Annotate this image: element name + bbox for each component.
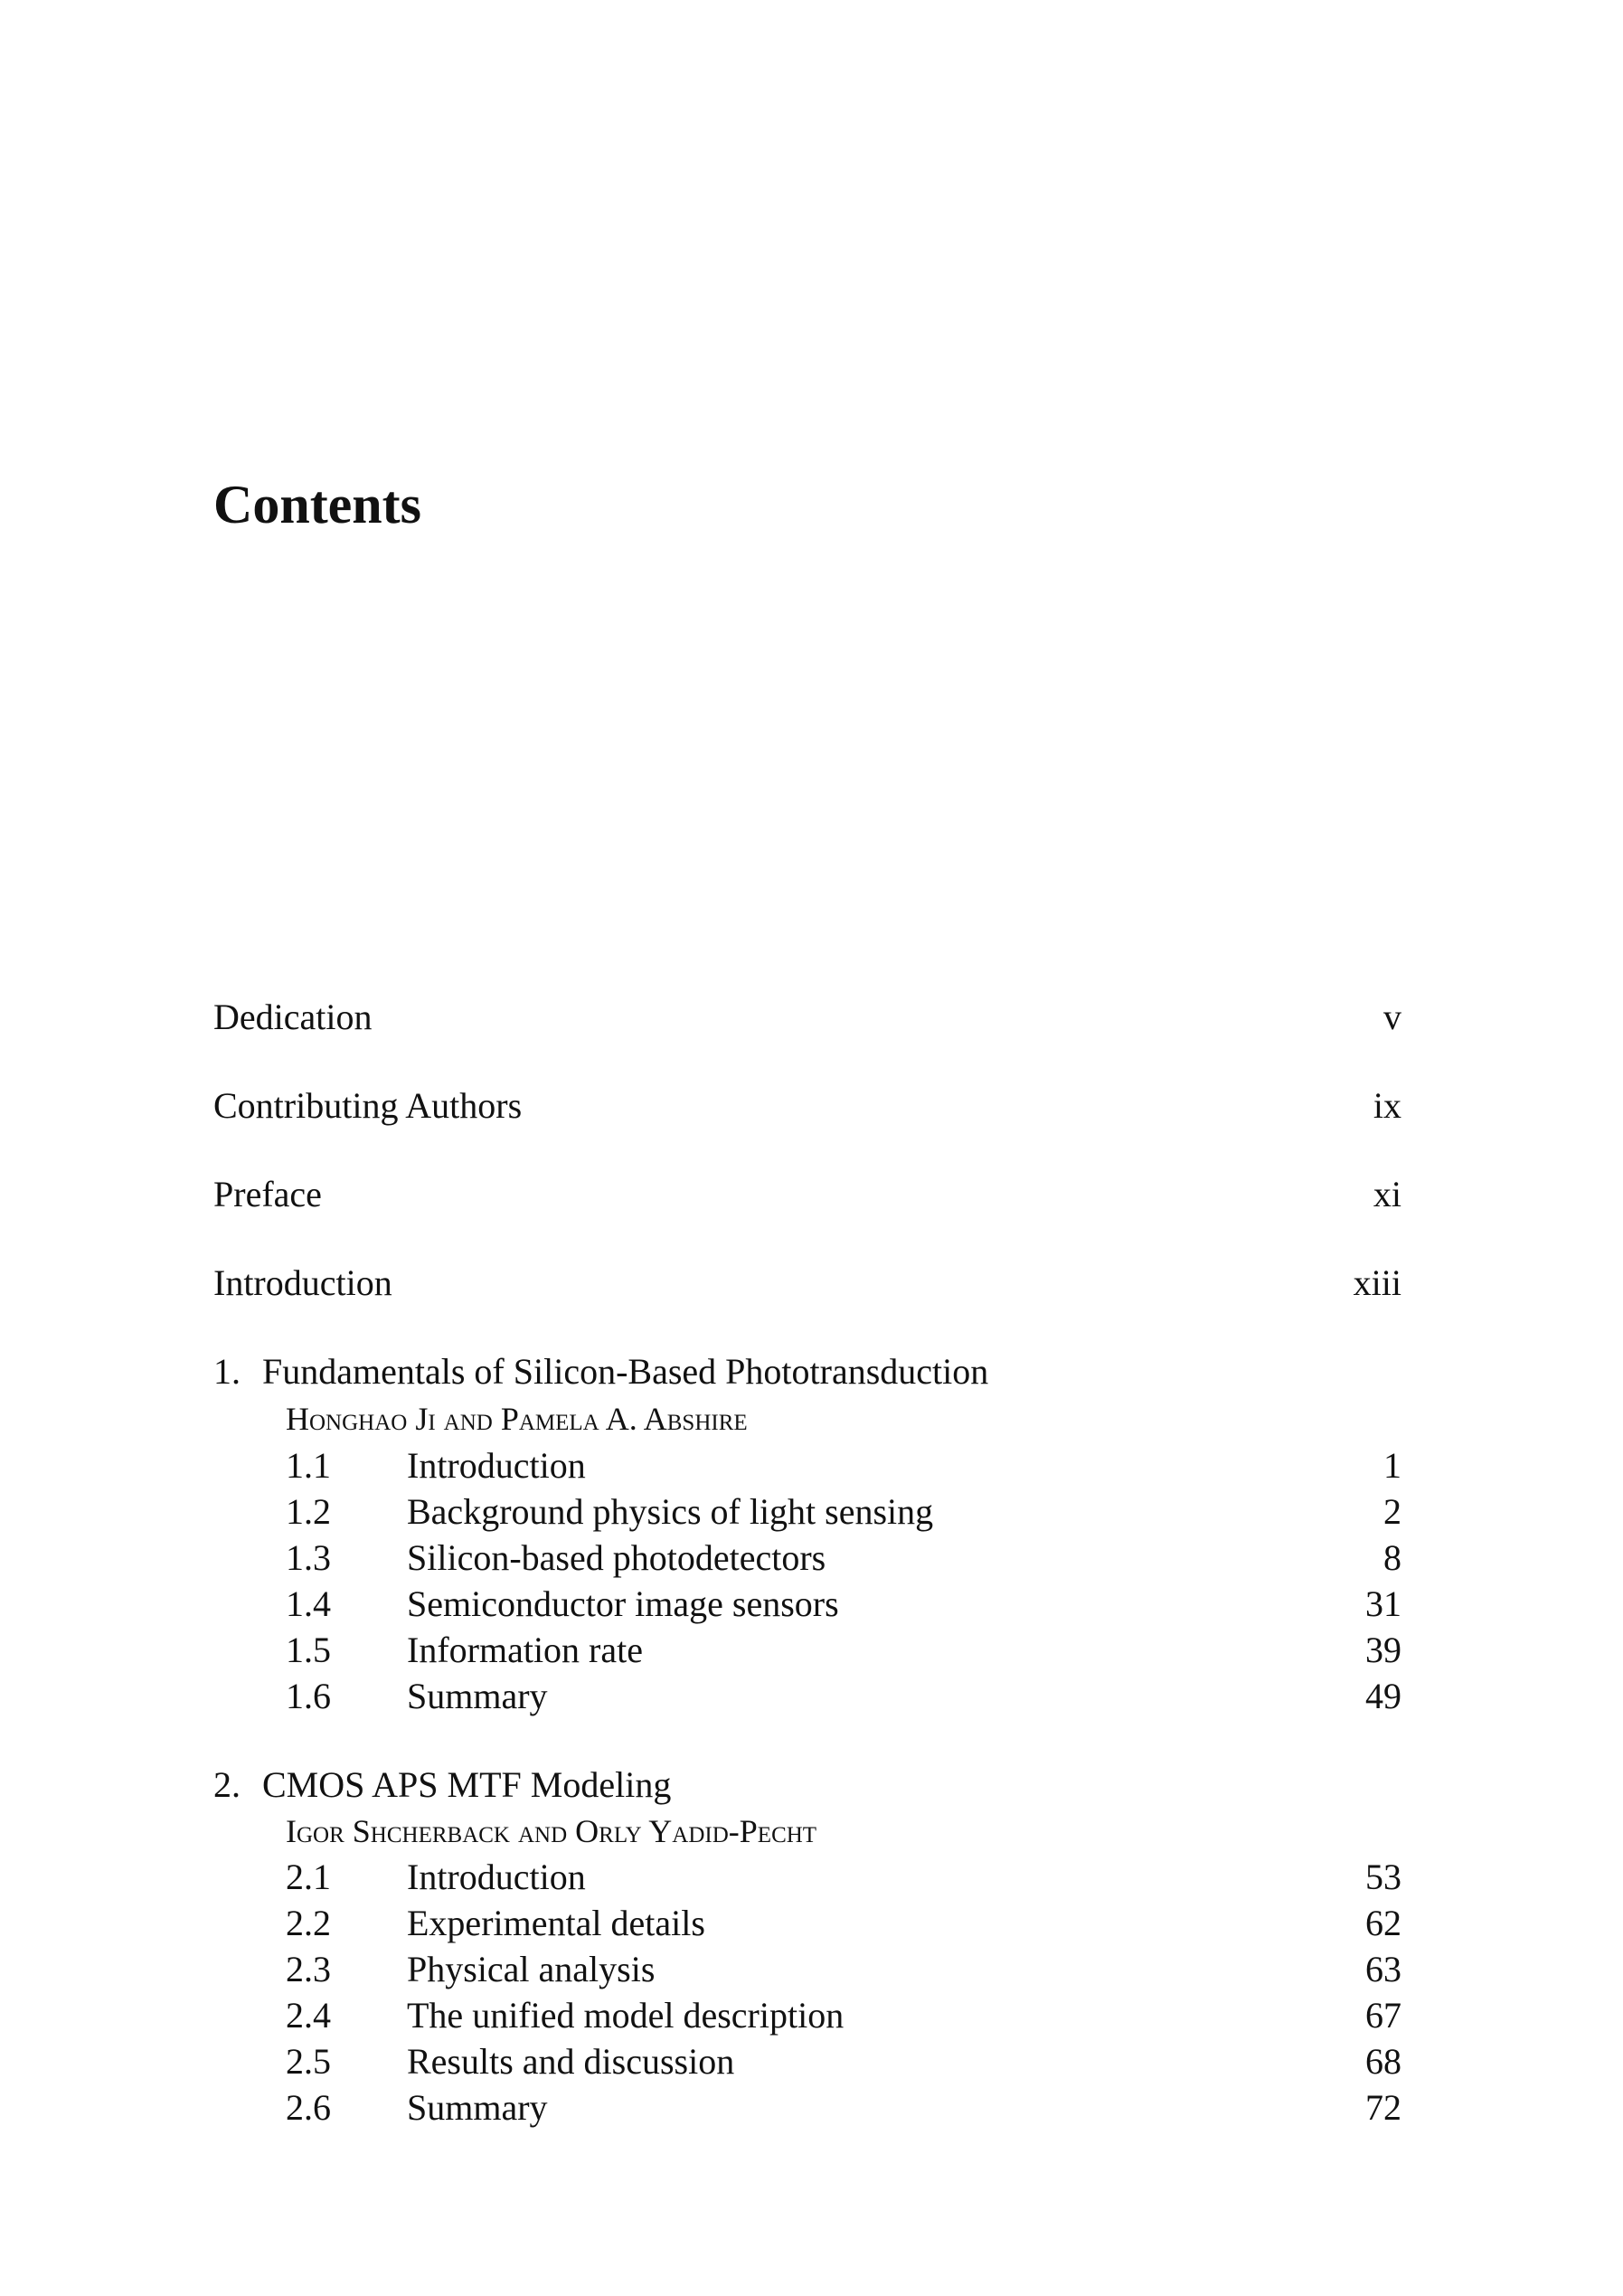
toc-entry-label: Preface	[213, 1174, 322, 1214]
toc-section	[213, 1535, 1401, 1581]
toc-section	[213, 1674, 1401, 1719]
toc-entry-introduction	[213, 1261, 1401, 1306]
section-title: Background physics of light sensing	[407, 1491, 934, 1532]
toc-section	[213, 1947, 1401, 1992]
section-number: 1.5	[286, 1630, 331, 1670]
section-title: Introduction	[407, 1857, 586, 1897]
toc-section	[213, 1443, 1401, 1488]
section-page: 2	[1383, 1491, 1401, 1532]
toc-entry-dedication	[213, 995, 1401, 1040]
toc-entry-page: xiii	[1353, 1262, 1401, 1303]
toc-section	[213, 1582, 1401, 1627]
section-number: 2.4	[286, 1995, 331, 2036]
section-title: Results and discussion	[407, 2041, 735, 2082]
chapter-number: 1.	[213, 1351, 241, 1392]
section-number: 2.1	[286, 1857, 331, 1897]
toc-section	[213, 1628, 1401, 1673]
section-page: 39	[1365, 1630, 1401, 1670]
section-page: 53	[1365, 1857, 1401, 1897]
chapter-authors: Igor Shcherback and Orly Yadid-Pecht	[286, 1813, 817, 1849]
section-title: The unified model description	[407, 1995, 845, 2036]
section-page: 67	[1365, 1995, 1401, 2036]
chapter-authors: Honghao Ji and Pamela A. Abshire	[286, 1401, 748, 1437]
toc-entry-label: Dedication	[213, 997, 373, 1037]
toc-section	[213, 1901, 1401, 1946]
toc-section	[213, 1993, 1401, 2038]
chapter-2-heading	[213, 1762, 1401, 1808]
toc-entry-preface	[213, 1172, 1401, 1217]
section-page: 62	[1365, 1903, 1401, 1943]
toc-entry-contributing-authors	[213, 1083, 1401, 1129]
section-number: 2.6	[286, 2087, 331, 2128]
section-number: 1.2	[286, 1491, 331, 1532]
section-page: 49	[1365, 1676, 1401, 1716]
section-number: 2.3	[286, 1949, 331, 1989]
section-title: Summary	[407, 2087, 548, 2128]
section-number: 1.6	[286, 1676, 331, 1716]
section-title: Summary	[407, 1676, 548, 1716]
section-number: 2.2	[286, 1903, 331, 1943]
toc-entry-label: Introduction	[213, 1262, 392, 1303]
section-number: 1.4	[286, 1583, 331, 1624]
section-title: Information rate	[407, 1630, 643, 1670]
section-page: 63	[1365, 1949, 1401, 1989]
section-number: 1.3	[286, 1537, 331, 1578]
section-title: Physical analysis	[407, 1949, 656, 1989]
section-page: 68	[1365, 2041, 1401, 2082]
section-title: Semiconductor image sensors	[407, 1583, 839, 1624]
section-number: 1.1	[286, 1445, 331, 1486]
section-page: 1	[1383, 1445, 1401, 1486]
toc-entry-page: ix	[1373, 1085, 1401, 1126]
toc-entry-page: xi	[1373, 1174, 1401, 1214]
section-title: Silicon-based photodetectors	[407, 1537, 826, 1578]
toc-section	[213, 2085, 1401, 2131]
section-title: Introduction	[407, 1445, 586, 1486]
chapter-1-authors	[286, 1396, 748, 1441]
section-page: 31	[1365, 1583, 1401, 1624]
chapter-title: CMOS APS MTF Modeling	[262, 1764, 672, 1805]
section-title: Experimental details	[407, 1903, 705, 1943]
toc-section	[213, 1855, 1401, 1900]
page-title: Contents	[213, 475, 422, 534]
section-page: 8	[1383, 1537, 1401, 1578]
chapter-title: Fundamentals of Silicon-Based Phototransduction	[262, 1351, 989, 1392]
toc-section	[213, 1489, 1401, 1535]
toc-section	[213, 2039, 1401, 2084]
chapter-1-heading	[213, 1349, 1401, 1394]
toc-entry-label: Contributing Authors	[213, 1085, 523, 1126]
section-number: 2.5	[286, 2041, 331, 2082]
toc-entry-page: v	[1383, 997, 1401, 1037]
section-page: 72	[1365, 2087, 1401, 2128]
chapter-2-authors	[286, 1809, 816, 1854]
chapter-number: 2.	[213, 1764, 241, 1805]
